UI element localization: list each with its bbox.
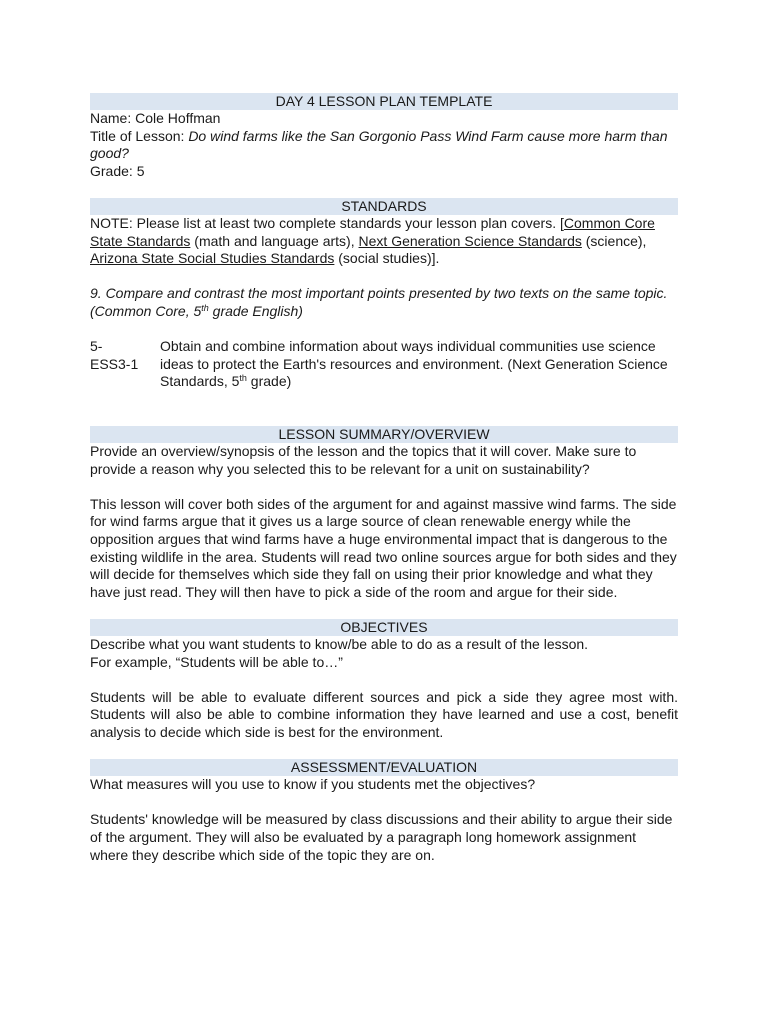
summary-heading: LESSON SUMMARY/OVERVIEW — [90, 426, 678, 443]
grade-line: Grade: 5 — [90, 162, 145, 179]
lesson-title-line — [90, 128, 678, 163]
objectives-prompt-line2: For example, “Students will be able to…” — [90, 653, 343, 670]
standard-code: 5- ESS3-1 — [90, 338, 139, 372]
teacher-name: Name: Cole Hoffman — [90, 110, 221, 126]
standards-heading: STANDARDS — [90, 198, 678, 215]
objectives-prompt-line1: Describe what you want students to know/be able to do as a result of the lesson. — [90, 636, 589, 653]
document-title-bar: DAY 4 LESSON PLAN TEMPLATE — [90, 93, 678, 110]
assessment-body: Students' knowledge will be measured by class discussions and their ability to argue their side of the argument. They will also be evaluated by a paragraph long homework assignment where they describe which side of the topic they are on. — [90, 811, 673, 863]
arizona-standards-link[interactable]: Arizona State Social Studies Standards — [90, 250, 335, 267]
ngss-link[interactable]: Next Generation Science Standards — [358, 232, 582, 249]
standard-description: Obtain and combine information about ways individual communities use science ideas to protect the Earth's resources and environment. (Next Generation Science Standards, 5th grade) — [160, 338, 668, 390]
standard-item-common-core: 9. Compare and contrast the most important points presented by two texts on the same topic. (Common Core, 5th grade English) — [90, 285, 668, 319]
objectives-heading: OBJECTIVES — [90, 619, 678, 636]
assessment-prompt: What measures will you use to know if you students met the objectives? — [90, 776, 536, 793]
common-core-link[interactable]: Common Core State Standards — [90, 214, 655, 249]
lesson-title-label: Title of Lesson: — [90, 127, 189, 144]
standard-item-ngss — [90, 338, 678, 391]
summary-prompt: Provide an overview/synopsis of the lesson and the topics that it will cover. Make sure to provide a reason why you selected this to be relevant for a unit on sustainability? — [90, 443, 637, 477]
assessment-heading: ASSESSMENT/EVALUATION — [90, 759, 678, 776]
lesson-plan-document — [90, 93, 678, 864]
objectives-body: Students will be able to evaluate different sources and pick a side they agree most with. Students will also be able to combine information they have learned and use a cost, benefit analysis to decide which side is best for the environment. — [90, 688, 678, 740]
summary-body: This lesson will cover both sides of the argument for and against massive wind farms. The side for wind farms argue that it gives us a large source of clean renewable energy while the opposition argues that wind farms have a huge environmental impact that is dangerous to the existing wildlife in the area. Students will read two online sources argue for both sides and they will decide for themselves which side they fall on using their prior knowledge and what they have just read. They will then have to pick a side of the room and argue for their side. — [90, 495, 677, 600]
standards-note: NOTE: Please list at least two complete standards your lesson plan covers. [Common Core State Standards (math and language arts), Next Generation Science Standards (science), Arizona State Social Studies Standards (social studies)]. — [90, 214, 655, 267]
lesson-title: Do wind farms like the San Gorgonio Pass Wind Farm cause more harm than good? — [90, 127, 668, 162]
